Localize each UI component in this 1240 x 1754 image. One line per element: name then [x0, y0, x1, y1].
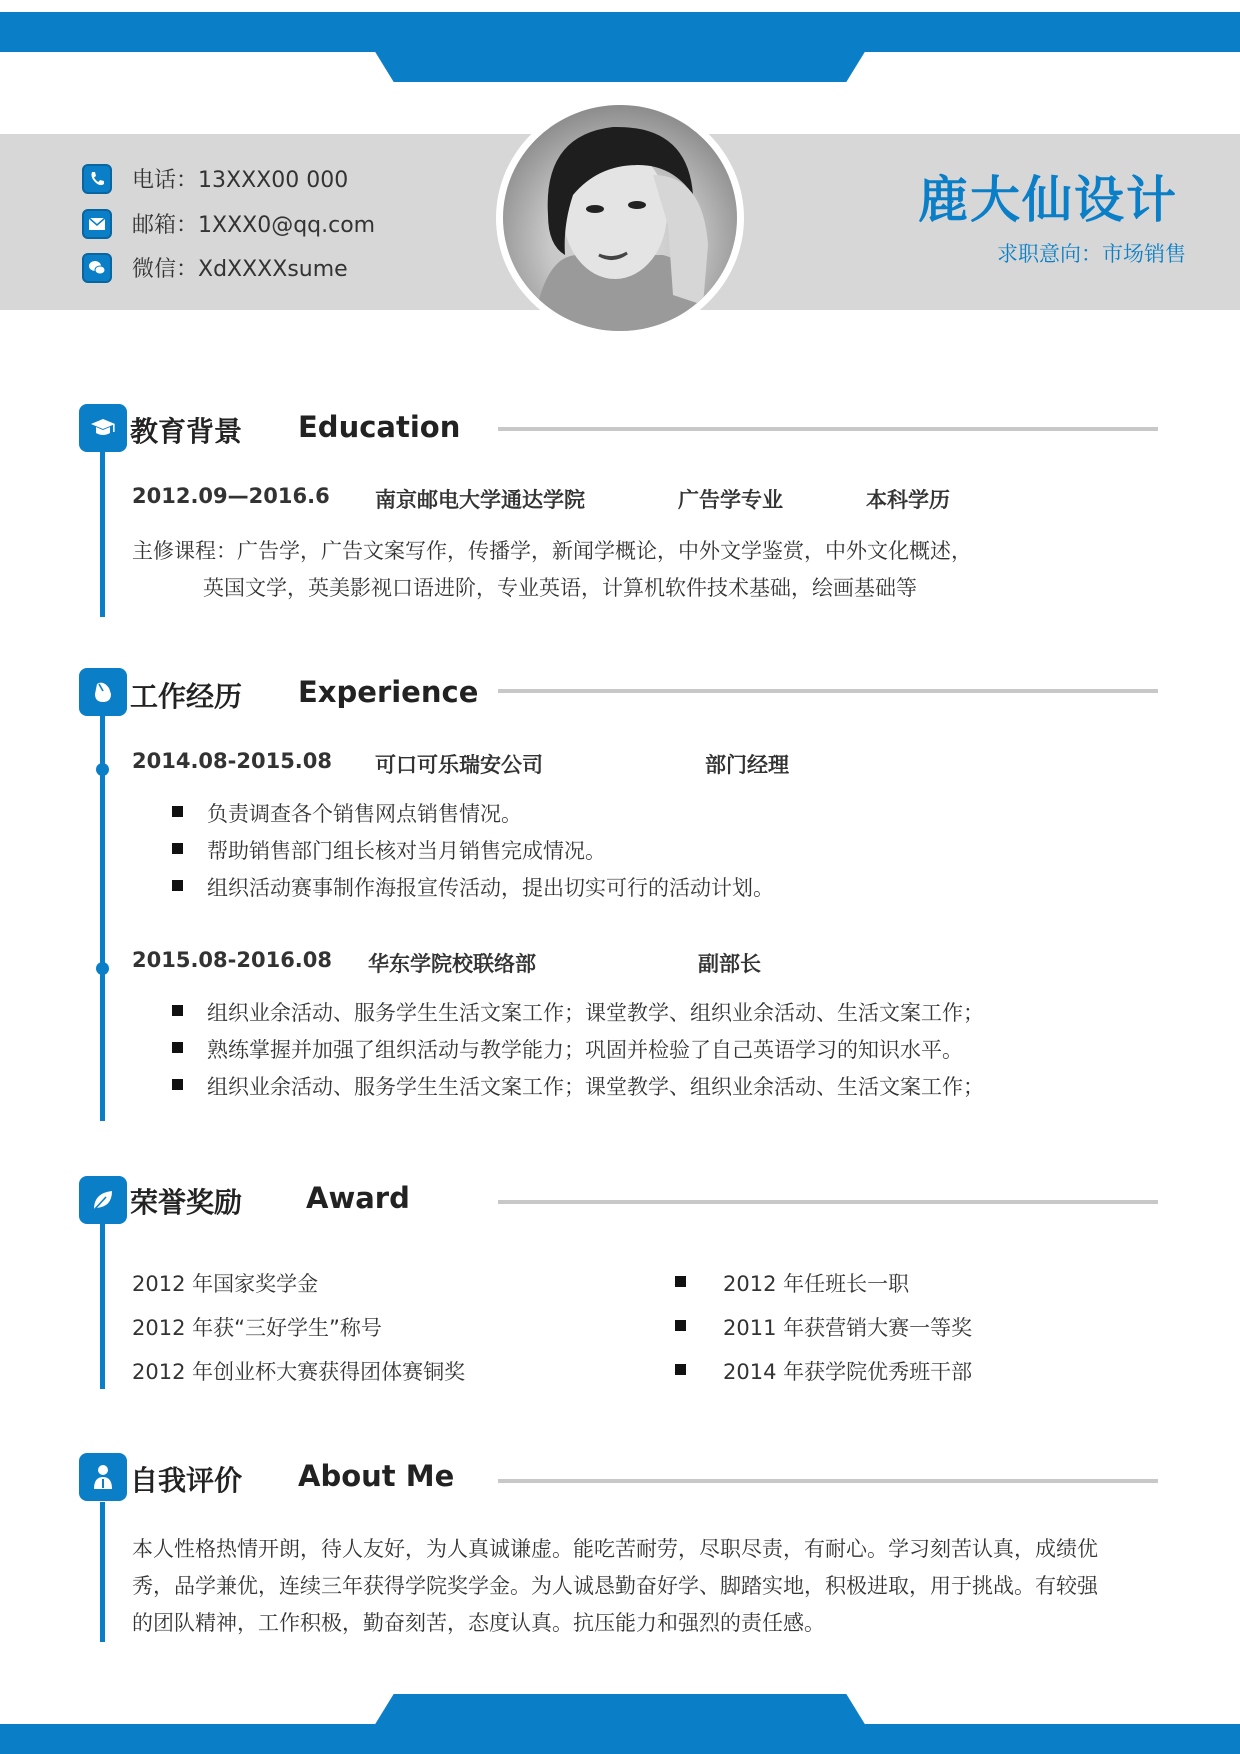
award-right-2: 2011 年获营销大赛一等奖	[723, 1316, 973, 1340]
about-line-1: 本人性格热情开朗，待人友好，为人真诚谦虚。能吃苦耐劳，尽职尽责，有耐心。学习刻苦认真，成绩优	[132, 1537, 1098, 1561]
timeline-dot	[96, 763, 109, 776]
award-left-3: 2012 年创业杯大赛获得团体赛铜奖	[132, 1360, 466, 1384]
contact-phone	[82, 163, 348, 194]
contact-mail	[82, 208, 375, 239]
mail-icon	[82, 209, 112, 239]
contact-wechat	[82, 252, 348, 283]
award-right-1: 2012 年任班长一职	[723, 1272, 910, 1296]
bullet-square	[172, 1042, 183, 1053]
contact-phone-text: 电话：13XXX00 000	[132, 168, 349, 193]
about-title-cn: 自我评价	[130, 1464, 243, 1497]
candidate-name: 鹿大仙设计	[918, 171, 1178, 229]
job2-bullet-3: 组织业余活动、服务学生生活文案工作；课堂教学、组织业余活动、生活文案工作；	[207, 1075, 984, 1099]
education-courses-line1: 主修课程：广告学，广告文案写作，传播学，新闻学概论，中外文学鉴赏，中外文化概述，	[132, 539, 972, 563]
award-right-3: 2014 年获学院优秀班干部	[723, 1360, 973, 1384]
education-school: 南京邮电大学通达学院	[375, 488, 585, 512]
avatar	[503, 105, 737, 331]
education-major: 广告学专业	[678, 488, 783, 512]
about-line-3: 的团队精神，工作积极，勤奋刻苦，态度认真。抗压能力和强烈的责任感。	[132, 1611, 825, 1635]
person-icon	[79, 1453, 127, 1501]
job1-company: 可口可乐瑞安公司	[375, 753, 543, 777]
job-objective: 求职意向：市场销售	[997, 242, 1186, 266]
award-divider	[498, 1200, 1158, 1204]
job2-period: 2015.08-2016.08	[132, 948, 333, 972]
experience-timeline	[100, 716, 105, 1121]
experience-title-cn: 工作经历	[130, 680, 243, 713]
education-divider	[498, 427, 1158, 431]
education-courses-line2: 英国文学，英美影视口语进阶，专业英语，计算机软件技术基础，绘画基础等	[203, 576, 917, 600]
award-timeline	[100, 1224, 105, 1389]
education-degree: 本科学历	[866, 488, 950, 512]
bullet-square	[675, 1320, 686, 1331]
job1-period: 2014.08-2015.08	[132, 749, 333, 773]
job2-role: 副部长	[698, 952, 761, 976]
award-left-2: 2012 年获“三好学生”称号	[132, 1316, 382, 1340]
wechat-icon	[82, 253, 112, 283]
bullet-square	[172, 843, 183, 854]
about-line-2: 秀，品学兼优，连续三年获得学院奖学金。为人诚恳勤奋好学、脚踏实地，积极进取，用于挑战。有较强	[132, 1574, 1098, 1598]
experience-divider	[498, 689, 1158, 693]
about-divider	[498, 1479, 1158, 1483]
bottom-banner-bar	[0, 1724, 1240, 1754]
contact-mail-text: 邮箱：1XXX0@qq.com	[132, 213, 376, 238]
education-title-en: Education	[298, 410, 461, 444]
job1-bullet-2: 帮助销售部门组长核对当月销售完成情况。	[207, 839, 606, 863]
about-title-en: About Me	[298, 1459, 455, 1493]
job1-bullet-1: 负责调查各个销售网点销售情况。	[207, 802, 522, 826]
graduation-cap-icon	[79, 404, 127, 452]
profile-photo	[496, 98, 744, 338]
experience-title-en: Experience	[298, 675, 479, 709]
phone-icon	[82, 164, 112, 194]
award-title-cn: 荣誉奖励	[130, 1186, 243, 1219]
job2-bullet-1: 组织业余活动、服务学生生活文案工作；课堂教学、组织业余活动、生活文案工作；	[207, 1001, 984, 1025]
top-banner-tab	[374, 50, 866, 82]
bullet-square	[172, 1005, 183, 1016]
top-banner-bar	[0, 12, 1240, 52]
bottom-banner-tab	[374, 1694, 866, 1726]
bullet-square	[172, 1079, 183, 1090]
education-title-cn: 教育背景	[130, 415, 243, 448]
bullet-square	[172, 806, 183, 817]
bullet-square	[675, 1364, 686, 1375]
job2-company: 华东学院校联络部	[368, 952, 536, 976]
mouse-icon	[79, 668, 127, 716]
job1-bullet-3: 组织活动赛事制作海报宣传活动，提出切实可行的活动计划。	[207, 876, 774, 900]
job1-role: 部门经理	[705, 753, 789, 777]
about-timeline	[100, 1502, 105, 1642]
bullet-square	[172, 880, 183, 891]
award-left-1: 2012 年国家奖学金	[132, 1272, 319, 1296]
timeline-dot	[96, 962, 109, 975]
leaf-icon	[79, 1176, 127, 1224]
education-timeline	[100, 452, 105, 617]
job2-bullet-2: 熟练掌握并加强了组织活动与教学能力；巩固并检验了自己英语学习的知识水平。	[207, 1038, 963, 1062]
bullet-square	[675, 1276, 686, 1287]
contact-wechat-text: 微信：XdXXXXsume	[132, 257, 348, 282]
award-title-en: Award	[306, 1181, 410, 1215]
education-period: 2012.09—2016.6	[132, 484, 330, 508]
